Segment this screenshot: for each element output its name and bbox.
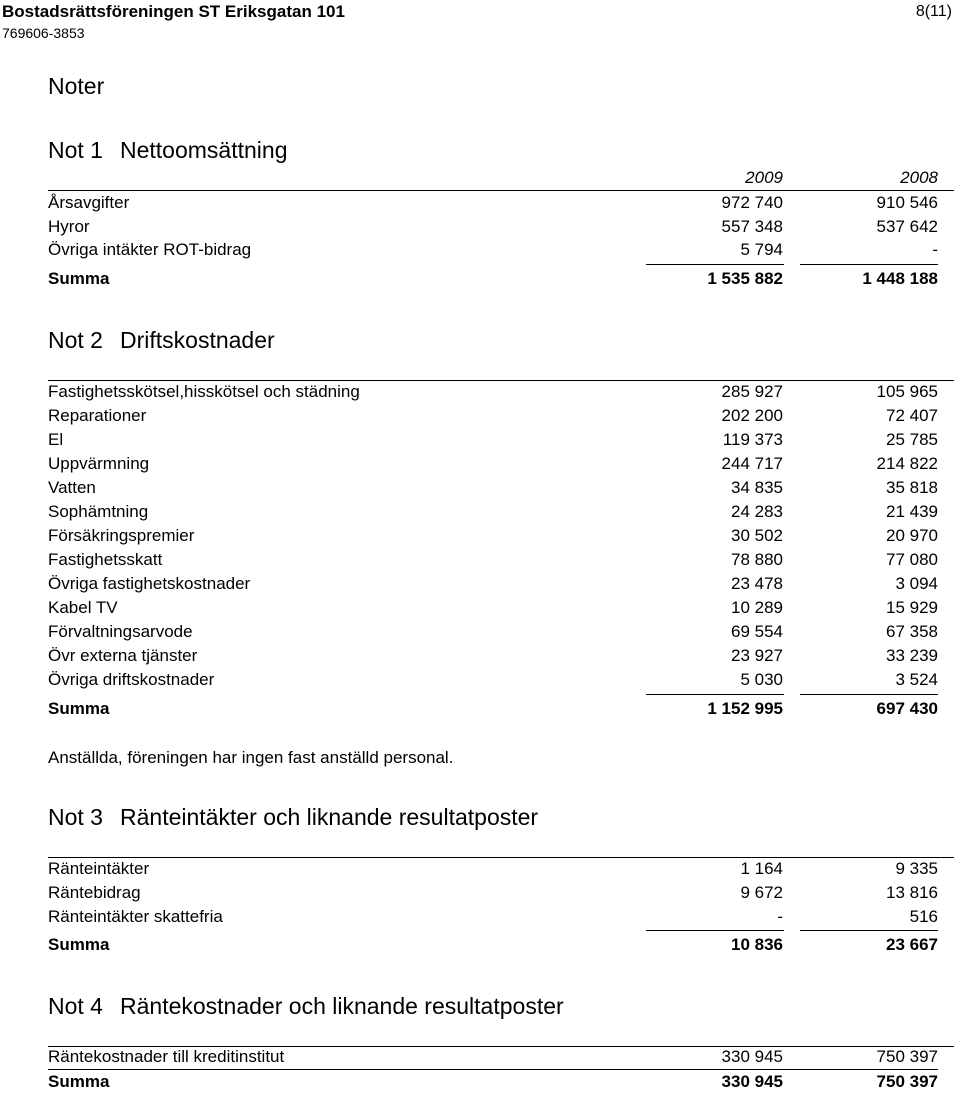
row-value-2009: 23 927 [731,646,783,665]
row-value-2008: 77 080 [886,550,938,569]
row-value-2009: 69 554 [731,622,783,641]
row-value-2009: 5 794 [740,240,783,259]
sum-value-2008: 23 667 [886,935,938,954]
row-value-2009: 24 283 [731,502,783,521]
table-row [48,502,938,524]
page-number: 8(11) [915,3,952,20]
sum-line [646,264,784,265]
row-value-2009: 557 348 [721,217,783,236]
row-label: Årsavgifter [48,193,130,212]
row-value-2008: 214 822 [876,454,938,473]
row-value-2009: 972 740 [721,193,783,212]
sum-label: Summa [48,699,110,718]
divider [48,857,954,858]
sum-line [646,694,784,695]
sum-value-2008: 1 448 188 [862,269,938,288]
table-row [48,382,938,404]
sum-value-2009: 330 945 [721,1072,783,1091]
sum-value-2009: 10 836 [731,935,783,954]
row-value-2009: 34 835 [731,478,783,497]
note3-heading [48,804,538,831]
note3-number: Not 3 [48,804,103,830]
sum-label: Summa [48,1072,110,1091]
sum-line [646,930,784,931]
note1-year-header [48,168,938,190]
row-label: Räntebidrag [48,883,141,902]
row-label: Vatten [48,478,96,497]
row-label: Försäkringspremier [48,526,195,545]
row-value-2008: 3 094 [895,574,938,593]
sum-row [48,699,938,721]
row-value-2009: 30 502 [731,526,783,545]
table-row [48,646,938,668]
row-value-2008: 21 439 [886,502,938,521]
row-value-2009: 9 672 [740,883,783,902]
row-value-2009: 119 373 [722,430,783,449]
row-value-2008: 9 335 [895,859,938,878]
row-value-2008: 3 524 [895,670,938,689]
row-label: Hyror [48,217,90,236]
sum-row [48,935,938,957]
table-row [48,240,938,262]
sum-value-2009: 1 535 882 [707,269,783,288]
row-label: El [48,430,64,449]
row-value-2008: 35 818 [886,478,938,497]
page-title: Noter [48,73,105,99]
row-value-2009: 23 478 [731,574,783,593]
sum-label: Summa [48,935,110,954]
table-row [48,622,938,644]
divider [48,190,954,191]
table-row [48,478,938,500]
sum-line [800,264,938,265]
row-value-2008: 910 546 [876,193,938,212]
row-value-2008: 72 407 [886,406,938,425]
row-value-2009: 5 030 [740,670,783,689]
table-row [48,598,938,620]
row-label: Övr externa tjänster [48,646,198,665]
row-value-2009: 285 927 [721,382,783,401]
year-2008: 2008 [900,168,938,187]
row-label: Kabel TV [48,598,118,617]
note4-title: Räntekostnader och liknande resultatposter [120,993,564,1019]
sum-value-2008: 697 430 [876,699,938,718]
row-value-2008: 750 397 [876,1047,938,1066]
row-value-2009: 202 200 [721,406,783,425]
note2-number: Not 2 [48,327,103,353]
note1-title: Nettoomsättning [120,137,288,163]
note3-title: Ränteintäkter och liknande resultatposter [120,804,539,830]
table-row [48,574,938,596]
row-value-2008: 33 239 [886,646,938,665]
sum-row [48,1072,938,1094]
note1-number: Not 1 [48,137,103,163]
row-label: Övriga intäkter ROT-bidrag [48,240,252,259]
row-label: Fastighetsskötsel,hisskötsel och städning [48,382,360,401]
table-row [48,193,938,215]
sum-value-2009: 1 152 995 [707,699,783,718]
year-2009: 2009 [745,168,783,187]
sum-row [48,269,938,291]
staff-note: Anställda, föreningen har ingen fast anställd personal. [48,748,454,767]
row-label: Räntekostnader till kreditinstitut [48,1047,285,1066]
sum-label: Summa [48,269,110,288]
row-value-2008: 537 642 [876,217,938,236]
table-row [48,454,938,476]
table-row [48,217,938,239]
row-value-2009: 1 164 [740,859,783,878]
sum-line [48,1069,938,1070]
row-value-2008: 25 785 [886,430,938,449]
row-label: Ränteintäkter skattefria [48,907,223,926]
organization-name: Bostadsrättsföreningen ST Eriksgatan 101 [2,2,345,21]
row-label: Förvaltningsarvode [48,622,193,641]
row-value-2009: 244 717 [721,454,783,473]
row-value-2009: 330 945 [721,1047,783,1066]
note4-heading [48,993,564,1020]
row-value-2009: 78 880 [731,550,783,569]
row-label: Fastighetsskatt [48,550,163,569]
note1-heading [48,137,287,164]
row-value-2008: 67 358 [886,622,938,641]
row-label: Övriga driftskostnader [48,670,215,689]
note2-heading [48,327,275,354]
table-row [48,907,938,929]
sum-line [800,930,938,931]
row-label: Ränteintäkter [48,859,150,878]
row-value-2008: - [932,240,938,259]
table-row [48,883,938,905]
row-value-2008: 13 816 [886,883,938,902]
row-value-2009: - [777,907,783,926]
table-row [48,526,938,548]
table-row [48,550,938,572]
row-label: Övriga fastighetskostnader [48,574,251,593]
sum-value-2008: 750 397 [876,1072,938,1091]
row-label: Reparationer [48,406,147,425]
table-row [48,1047,938,1069]
table-row [48,670,938,692]
organization-number: 769606-3853 [2,25,85,41]
row-value-2008: 15 929 [886,598,938,617]
table-row [48,430,938,452]
row-value-2008: 20 970 [886,526,938,545]
row-value-2009: 10 289 [731,598,783,617]
row-label: Uppvärmning [48,454,150,473]
divider [48,380,954,381]
row-label: Sophämtning [48,502,149,521]
row-value-2008: 105 965 [876,382,938,401]
row-value-2008: 516 [909,907,938,926]
table-row [48,406,938,428]
sum-line [800,694,938,695]
note2-title: Driftskostnader [120,327,275,353]
note4-number: Not 4 [48,993,103,1019]
table-row [48,859,938,881]
